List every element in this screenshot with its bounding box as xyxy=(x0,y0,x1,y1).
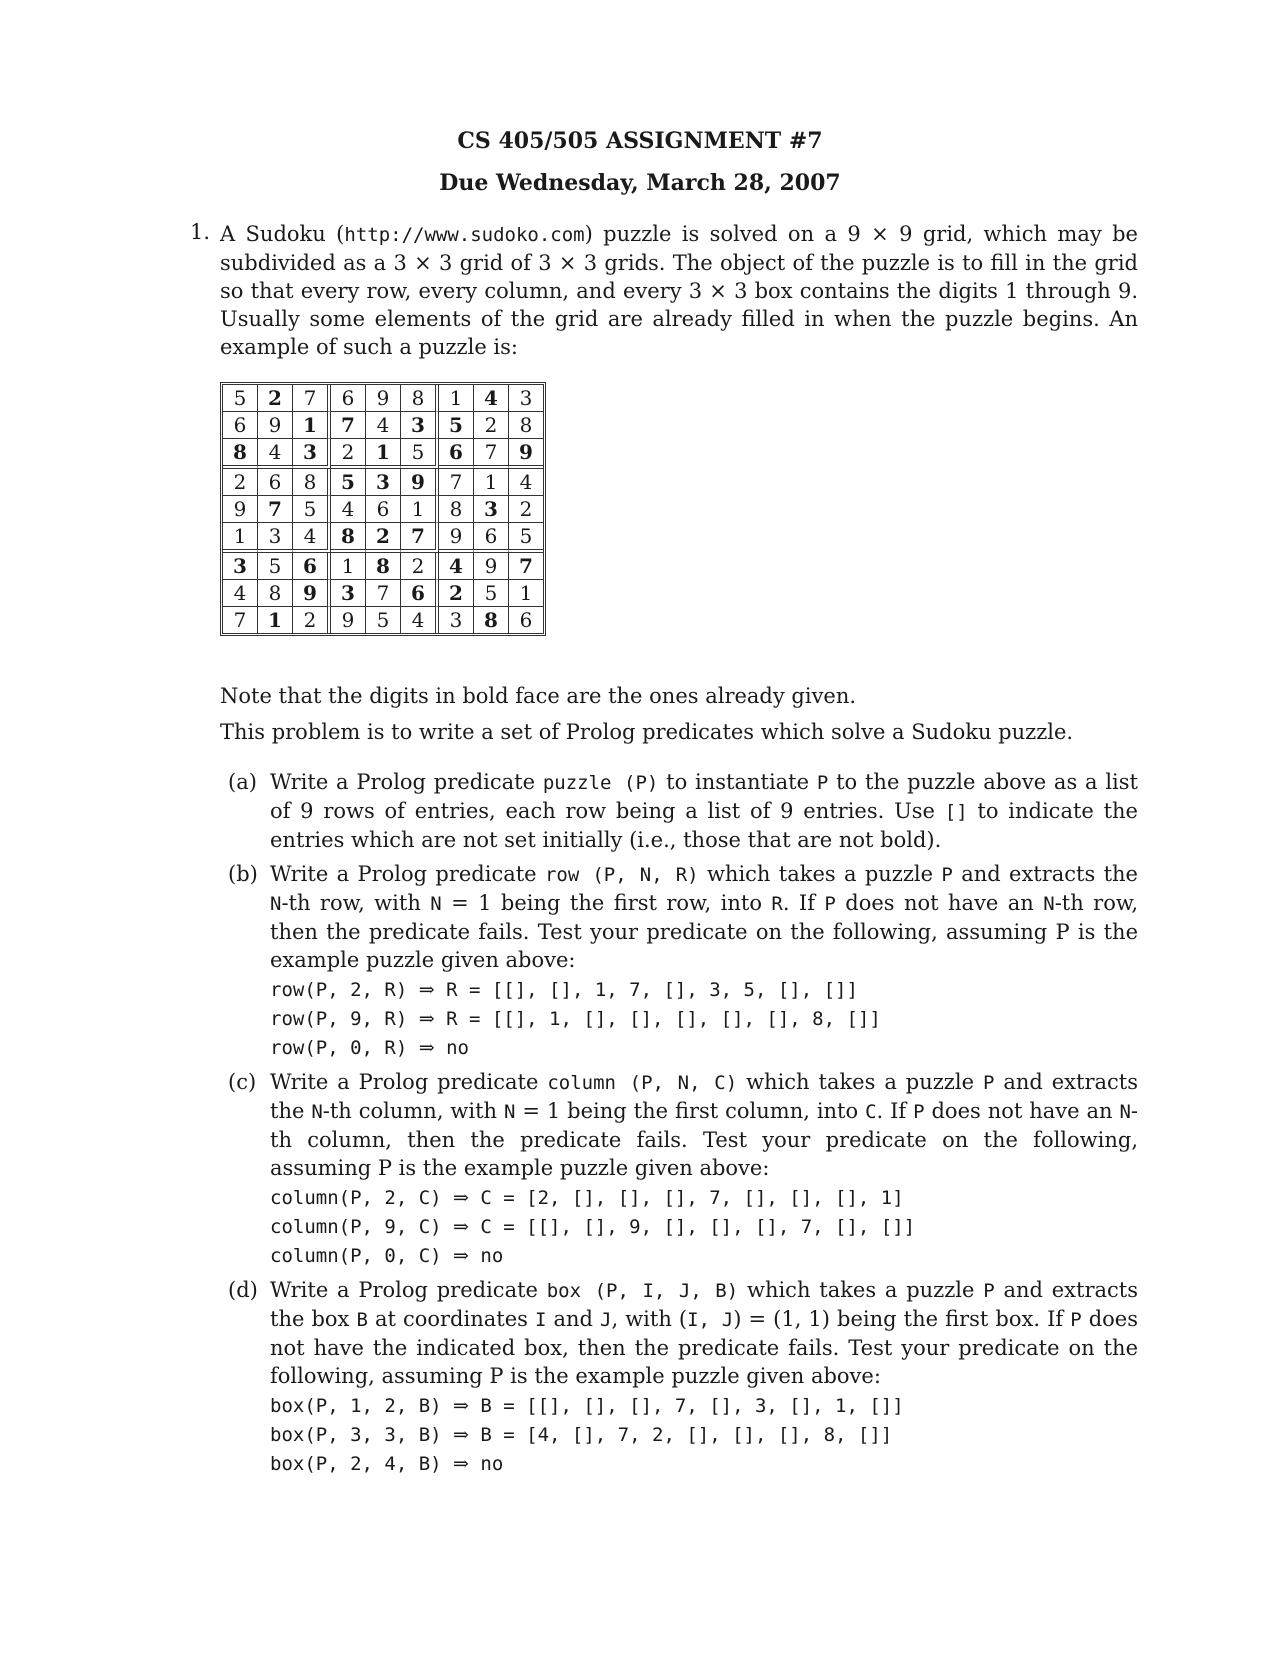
text: to instantiate xyxy=(658,770,817,794)
test-result: C = [2, [], [], [], 7, [], [], [], 1] xyxy=(480,1187,904,1209)
text: Write a Prolog predicate xyxy=(270,1070,548,1094)
sudoku-cell: 3 xyxy=(439,607,474,633)
code: I xyxy=(534,1309,547,1331)
sudoku-cell: 5 xyxy=(331,469,366,496)
text: to indicate the entries which are not set initially (i.e., those that are not bold). xyxy=(270,799,1138,852)
sudoku-cell: 1 xyxy=(439,385,474,412)
part-d-text xyxy=(270,1276,1138,1479)
code: P xyxy=(816,772,829,794)
sudoku-cell: 8 xyxy=(293,469,331,496)
text: and extracts the xyxy=(952,862,1138,886)
sudoku-cell: 9 xyxy=(331,607,366,633)
sudoku-cell: 9 xyxy=(401,469,439,496)
problem-goal: This problem is to write a set of Prolog predicates which solve a Sudoku puzzle. xyxy=(220,720,1074,744)
code: P xyxy=(824,893,836,915)
sudoku-cell: 4 xyxy=(401,607,439,633)
test-line xyxy=(270,976,1138,1005)
due-date: Due Wednesday, March 28, 2007 xyxy=(439,170,841,196)
code: N xyxy=(270,893,282,915)
sudoku-cell: 5 xyxy=(223,385,258,412)
sudoku-cell: 8 xyxy=(366,553,401,580)
part-d-label: (d) xyxy=(228,1278,258,1302)
sudoku-cell: 8 xyxy=(439,496,474,523)
sudoku-cell: 6 xyxy=(401,580,439,607)
implies-arrow: ⇒ xyxy=(453,1216,469,1238)
part-a-label: (a) xyxy=(228,770,257,794)
sudoku-row xyxy=(223,580,543,607)
sudoku-cell: 9 xyxy=(223,496,258,523)
sudoku-cell: 5 xyxy=(509,523,543,553)
sudoku-cell: 3 xyxy=(258,523,293,553)
code: row (P, N, R) xyxy=(544,864,699,886)
part-b-label: (b) xyxy=(228,862,258,886)
code: column (P, N, C) xyxy=(547,1072,738,1094)
test-result: no xyxy=(480,1245,504,1267)
code: [] xyxy=(944,801,968,823)
sudoku-cell: 7 xyxy=(258,496,293,523)
sudoku-cell: 2 xyxy=(223,469,258,496)
problem-text-b: ) puzzle is solved on a 9 × 9 grid, which may be subdivided as a 3 × 3 grid of 3 × 3 grids. The object of the puzzle is to fill in the grid so that every row, every column, and every 3 × 3 box contains the digits 1 through 9. Usually some elements of the grid are already filled in when the puzzle begins. An example of such a puzzle is: xyxy=(220,222,1138,359)
part-c-text xyxy=(270,1068,1138,1271)
implies-arrow: ⇒ xyxy=(453,1395,469,1417)
problem-number: 1. xyxy=(190,220,211,244)
sudoku-row xyxy=(223,469,543,496)
test-result: B = [4, [], 7, 2, [], [], [], 8, []] xyxy=(480,1424,893,1446)
text: does not have the indicated box, then the predicate fails. Test your predicate on the following, assuming P is the example puzzle given above: xyxy=(270,1307,1139,1388)
code: P xyxy=(983,1280,995,1302)
text: Write a Prolog predicate xyxy=(270,770,543,794)
test-result: R = [[], 1, [], [], [], [], [], 8, []] xyxy=(446,1008,881,1030)
sudoku-url: http://www.sudoko.com xyxy=(344,224,585,246)
part-c-label: (c) xyxy=(228,1070,257,1094)
sudoku-cell: 4 xyxy=(293,523,331,553)
sudoku-cell: 8 xyxy=(474,607,509,633)
assignment-title: CS 405/505 ASSIGNMENT #7 xyxy=(457,128,823,154)
sudoku-cell: 9 xyxy=(366,385,401,412)
test-line xyxy=(270,1450,1138,1479)
problem-intro xyxy=(220,220,1138,361)
code: P xyxy=(941,864,953,886)
text: does not have an xyxy=(924,1099,1120,1123)
text: Write a Prolog predicate xyxy=(270,1278,547,1302)
sudoku-cell: 4 xyxy=(509,469,543,496)
text: at coordinates xyxy=(367,1307,535,1331)
text: Write a Prolog predicate xyxy=(270,862,545,886)
test-result: no xyxy=(446,1037,469,1059)
code: P xyxy=(1070,1309,1082,1331)
sudoku-cell: 5 xyxy=(258,553,293,580)
code: R xyxy=(771,893,783,915)
part-b-tests xyxy=(270,976,1138,1063)
code: B xyxy=(356,1309,368,1331)
sudoku-cell: 4 xyxy=(366,412,401,439)
bold-note: Note that the digits in bold face are the ones already given. xyxy=(220,684,857,708)
sudoku-cell: 2 xyxy=(293,607,331,633)
sudoku-cell: 3 xyxy=(366,469,401,496)
sudoku-row xyxy=(223,385,543,412)
sudoku-grid xyxy=(220,382,546,636)
sudoku-cell: 1 xyxy=(331,553,366,580)
sudoku-row xyxy=(223,496,543,523)
sudoku-cell: 2 xyxy=(366,523,401,553)
test-call: column(P, 9, C) xyxy=(270,1216,442,1238)
sudoku-cell: 4 xyxy=(331,496,366,523)
text: . If xyxy=(782,891,825,915)
text: and extracts the xyxy=(270,1070,1138,1123)
sudoku-cell: 1 xyxy=(401,496,439,523)
sudoku-cell: 6 xyxy=(258,469,293,496)
text: = 1 being the first row, into xyxy=(441,891,772,915)
sudoku-cell: 6 xyxy=(293,553,331,580)
sudoku-row xyxy=(223,523,543,553)
sudoku-cell: 3 xyxy=(331,580,366,607)
sudoku-cell: 4 xyxy=(474,385,509,412)
sudoku-cell: 6 xyxy=(519,608,533,632)
sudoku-cell: 5 xyxy=(439,412,474,439)
sudoku-cell: 2 xyxy=(474,412,509,439)
sudoku-row xyxy=(223,607,543,633)
test-result: C = [[], [], 9, [], [], [], 7, [], []] xyxy=(480,1216,916,1238)
text: -th column, then the predicate fails. Test your predicate on the following, assuming P is the example puzzle given above: xyxy=(270,1099,1139,1180)
implies-arrow: ⇒ xyxy=(453,1453,469,1475)
code: C xyxy=(865,1101,877,1123)
sudoku-cell: 7 xyxy=(366,580,401,607)
test-line xyxy=(270,1005,1138,1034)
text: which takes a puzzle xyxy=(698,862,942,886)
part-a-text xyxy=(270,768,1138,854)
sudoku-cell: 9 xyxy=(439,523,474,553)
text: , with ( xyxy=(611,1307,688,1331)
test-call: box(P, 3, 3, B) xyxy=(270,1424,442,1446)
sudoku-cell: 3 xyxy=(401,412,439,439)
sudoku-cell: 2 xyxy=(509,496,543,523)
sudoku-cell: 9 xyxy=(258,412,293,439)
sudoku-row xyxy=(223,412,543,439)
sudoku-cell: 1 xyxy=(258,607,293,633)
sudoku-cell: 3 xyxy=(474,496,509,523)
test-result: no xyxy=(480,1453,504,1475)
code: box (P, I, J, B) xyxy=(546,1280,739,1302)
sudoku-cell: 8 xyxy=(509,412,543,439)
test-call: row(P, 0, R) xyxy=(270,1037,408,1059)
implies-arrow: ⇒ xyxy=(453,1245,469,1267)
sudoku-cell: 7 xyxy=(439,469,474,496)
sudoku-cell: 7 xyxy=(293,385,331,412)
sudoku-cell: 6 xyxy=(331,385,366,412)
text: -th row, then the predicate fails. Test your predicate on the following, assuming P is the example puzzle given above: xyxy=(270,891,1139,972)
sudoku-cell: 3 xyxy=(223,553,258,580)
sudoku-cell: 8 xyxy=(401,385,439,412)
sudoku-cell: 2 xyxy=(401,553,439,580)
text: which takes a puzzle xyxy=(737,1070,983,1094)
sudoku-cell: 6 xyxy=(366,496,401,523)
sudoku-cell: 5 xyxy=(474,580,509,607)
problem-text-a: A Sudoku ( xyxy=(220,222,345,246)
part-c-tests xyxy=(270,1184,1138,1271)
sudoku-cell: 6 xyxy=(223,412,258,439)
part-b-text xyxy=(270,860,1138,1063)
sudoku-cell: 1 xyxy=(509,580,543,607)
sudoku-cell: 1 xyxy=(366,439,401,469)
code: I, J xyxy=(687,1309,734,1331)
sudoku-cell: 5 xyxy=(401,439,439,469)
test-call: column(P, 0, C) xyxy=(270,1245,442,1267)
text: = 1 being the first column, into xyxy=(515,1099,866,1123)
sudoku-cell: 8 xyxy=(258,580,293,607)
sudoku-row xyxy=(223,553,543,580)
sudoku-cell: 1 xyxy=(474,469,509,496)
test-result: B = [[], [], [], 7, [], 3, [], 1, []] xyxy=(480,1395,904,1417)
text: which takes a puzzle xyxy=(738,1278,984,1302)
test-call: column(P, 2, C) xyxy=(270,1187,442,1209)
test-line xyxy=(270,1421,1138,1450)
sudoku-cell: 2 xyxy=(439,580,474,607)
code: N xyxy=(1043,893,1055,915)
text: to the puzzle above as a list of 9 rows of entries, each row being a list of 9 entries. Use xyxy=(270,770,1138,823)
test-line xyxy=(270,1213,1138,1242)
sudoku-cell: 7 xyxy=(331,412,366,439)
text: -th column, with xyxy=(322,1099,504,1123)
implies-arrow: ⇒ xyxy=(418,979,435,1001)
text: . If xyxy=(876,1099,914,1123)
sudoku-cell: 7 xyxy=(509,553,543,580)
test-call: box(P, 2, 4, B) xyxy=(270,1453,442,1475)
sudoku-cell: 1 xyxy=(293,412,331,439)
sudoku-cell: 8 xyxy=(223,439,258,469)
sudoku-cell: 9 xyxy=(509,439,543,469)
sudoku-cell: 4 xyxy=(439,553,474,580)
text: does not have an xyxy=(835,891,1044,915)
sudoku-cell: 7 xyxy=(223,607,258,633)
sudoku-cell: 9 xyxy=(293,580,331,607)
text: ) = (1, 1) being the first box. If xyxy=(733,1307,1071,1331)
code: J xyxy=(600,1309,612,1331)
sudoku-cell: 7 xyxy=(401,523,439,553)
code: N xyxy=(430,893,442,915)
test-line xyxy=(270,1392,1138,1421)
implies-arrow: ⇒ xyxy=(418,1008,435,1030)
sudoku-cell: 7 xyxy=(474,439,509,469)
test-call: row(P, 9, R) xyxy=(270,1008,408,1030)
text: and extracts the box xyxy=(270,1278,1138,1331)
sudoku-row xyxy=(223,439,543,469)
sudoku-cell: 5 xyxy=(366,607,401,633)
code: P xyxy=(982,1072,995,1094)
part-d-tests xyxy=(270,1392,1138,1479)
test-line xyxy=(270,1242,1138,1271)
test-call: row(P, 2, R) xyxy=(270,979,408,1001)
code: puzzle (P) xyxy=(542,772,659,794)
test-call: box(P, 1, 2, B) xyxy=(270,1395,442,1417)
implies-arrow: ⇒ xyxy=(418,1037,435,1059)
sudoku-cell: 6 xyxy=(439,439,474,469)
sudoku-cell: 4 xyxy=(223,580,258,607)
sudoku-cell: 8 xyxy=(331,523,366,553)
sudoku-cell: 1 xyxy=(223,523,258,553)
sudoku-cell: 2 xyxy=(331,439,366,469)
sudoku-cell: 3 xyxy=(293,439,331,469)
text: -th row, with xyxy=(281,891,431,915)
code: P xyxy=(913,1101,925,1123)
sudoku-cell: 2 xyxy=(258,385,293,412)
sudoku-cell: 9 xyxy=(474,553,509,580)
implies-arrow: ⇒ xyxy=(453,1187,469,1209)
code: N xyxy=(311,1101,323,1123)
text: and xyxy=(546,1307,601,1331)
implies-arrow: ⇒ xyxy=(453,1424,469,1446)
code: N xyxy=(1119,1101,1131,1123)
test-result: R = [[], [], 1, 7, [], 3, 5, [], []] xyxy=(446,979,858,1001)
sudoku-cell: 3 xyxy=(509,385,543,412)
test-line xyxy=(270,1034,1138,1063)
code: N xyxy=(504,1101,516,1123)
sudoku-cell: 5 xyxy=(293,496,331,523)
test-line xyxy=(270,1184,1138,1213)
sudoku-cell: 6 xyxy=(474,523,509,553)
sudoku-cell: 4 xyxy=(258,439,293,469)
